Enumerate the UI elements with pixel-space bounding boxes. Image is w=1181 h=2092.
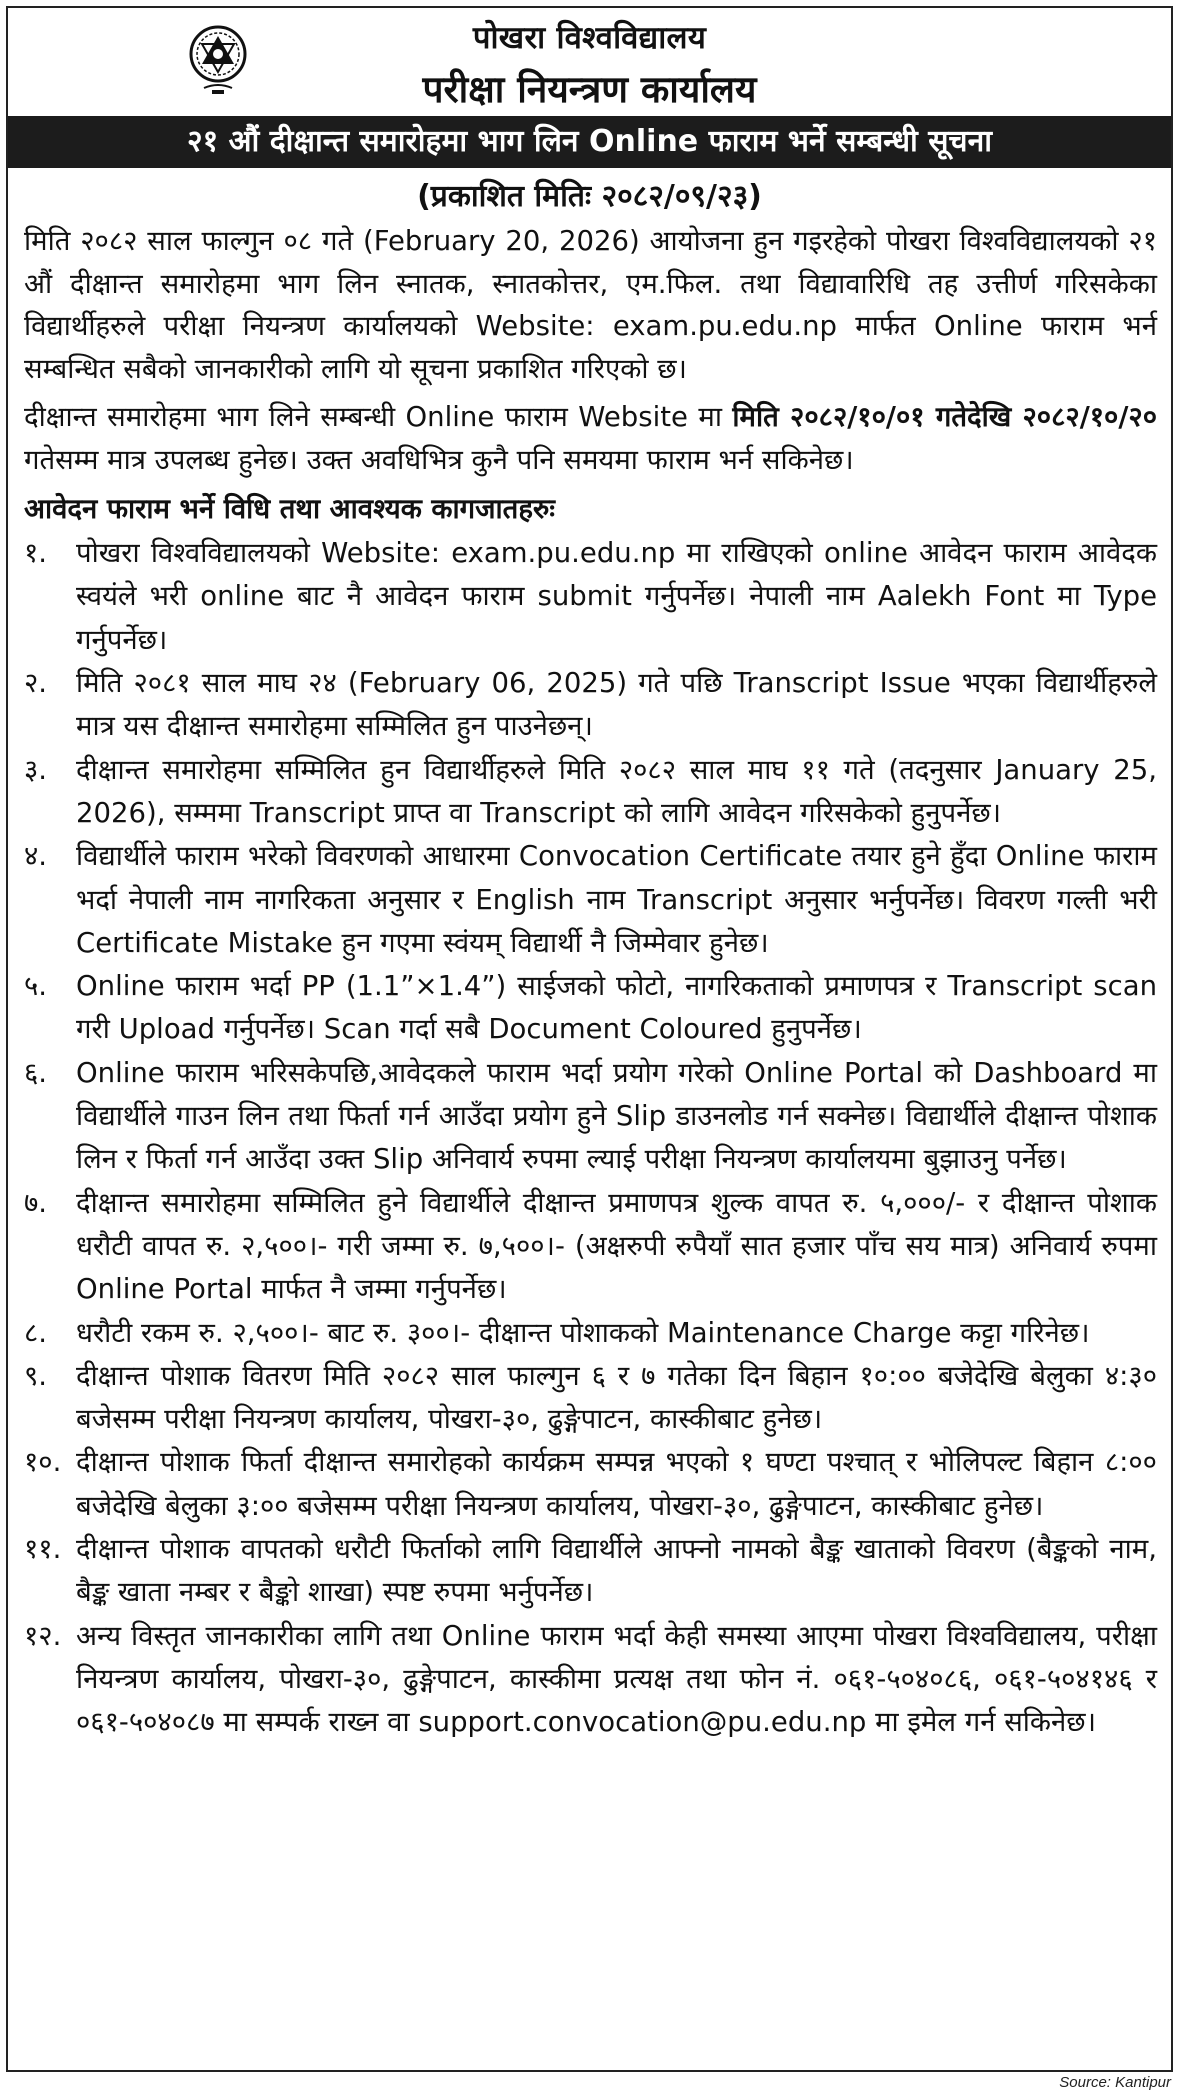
item-text: Online फाराम भरिसकेपछि,आवेदकले फाराम भर्दा प्रयोग गरेको Online Portal को Dashboard मा विद्यार्थीले गाउन लिन तथा फिर्ता गर्न आउँदा प्रयोग हुने Slip डाउनलोड गर्न सक्नेछ। विद्यार्थीले दीक्षान्त पोशाक लिन र फिर्ता गर्न आउँदा उक्त Slip अनिवार्य रुपमा ल्याई परीक्षा नियन्त्रण कार्यालयमा बुझाउनु पर्नेछ। — [76, 1056, 1157, 1176]
list-item — [24, 1052, 1157, 1182]
item-number: ३. — [24, 753, 48, 786]
list-item — [24, 749, 1157, 836]
form-availability-dates: मिति २०८२/१०/०१ गतेदेखि २०८२/१०/२० — [732, 401, 1157, 434]
intro-paragraph-2 — [24, 396, 1157, 481]
intro-paragraph-2-start: दीक्षान्त समारोहमा भाग लिने सम्बन्धी Online फाराम Website मा — [24, 401, 733, 434]
list-item — [24, 835, 1157, 965]
list-item — [24, 532, 1157, 662]
notice-body — [24, 220, 1157, 1744]
list-item — [24, 1528, 1157, 1615]
office-name: परीक्षा नियन्त्रण कार्यालय — [422, 68, 757, 111]
item-number: ११. — [24, 1532, 62, 1565]
item-number: ८. — [24, 1316, 48, 1349]
university-name: पोखरा विश्वविद्यालय — [472, 20, 707, 56]
published-date: (प्रकाशित मितिः २०८२/०९/२३) — [417, 179, 762, 214]
list-item — [24, 1355, 1157, 1442]
item-number: ६. — [24, 1056, 48, 1089]
item-text: Online फाराम भर्दा PP (1.1”×1.4”) साईजको फोटो, नागरिकताको प्रमाणपत्र र Transcript scan गरी Upload गर्नुपर्नेछ। Scan गर्दा सबै Document Coloured हुनुपर्नेछ। — [76, 970, 1157, 1046]
item-text: दीक्षान्त समारोहमा सम्मिलित हुन विद्यार्थीहरुले मिति २०८२ साल माघ ११ गते (तदनुसार January 25, 2026), सम्ममा Transcript प्राप्त वा Transcript को लागि आवेदन गरिसकेको हुनुपर्नेछ। — [76, 753, 1157, 829]
item-text: दीक्षान्त पोशाक वापतको धरौटी फिर्ताको लागि विद्यार्थीले आफ्नो नामको बैङ्क खाताको विवरण (बैङ्कको नाम, बैङ्क खाता नम्बर र बैङ्को शाखा) स्पष्ट रुपमा भर्नुपर्नेछ। — [76, 1532, 1157, 1609]
item-text: पोखरा विश्वविद्यालयको Website: exam.pu.edu.np मा राखिएको online आवेदन फाराम आवेदक स्वयंले भरी online बाट नै आवेदन फाराम submit गर्नुपर्नेछ। नेपाली नाम Aalekh Font मा Type गर्नुपर्नेछ। — [76, 537, 1157, 656]
list-item — [24, 1182, 1157, 1312]
item-number: १०. — [24, 1446, 62, 1479]
list-item — [24, 662, 1157, 749]
item-number: २. — [24, 667, 48, 700]
item-text: दीक्षान्त पोशाक फिर्ता दीक्षान्त समारोहको कार्यक्रम सम्पन्न भएको १ घण्टा पश्चात् र भोलिपल्ट बिहान ८:०० बजेदेखि बेलुका ३:०० बजेसम्म परीक्षा नियन्त्रण कार्यालय, पोखरा-३०, ढुङ्गेपाटन, कास्कीबाट हुनेछ। — [76, 1446, 1157, 1522]
item-number: ९. — [24, 1359, 48, 1392]
item-text: अन्य विस्तृत जानकारीका लागि तथा Online फाराम भर्दा केही समस्या आएमा पोखरा विश्वविद्यालय, परीक्षा नियन्त्रण कार्यालय, पोखरा-३०, ढुङ्गेपाटन, कास्कीमा प्रत्यक्ष तथा फोन नं. ०६१-५०४०८६, ०६१-५०४१४६ र ०६१-५०४०८७ मा सम्पर्क राख्न वा support.convocation@pu.edu.np मा इमेल गर्न सकिनेछ। — [76, 1619, 1157, 1739]
list-item — [24, 965, 1157, 1052]
source-credit: Source: Kantipur — [1059, 2074, 1171, 2091]
item-text: दीक्षान्त समारोहमा सम्मिलित हुने विद्यार्थीले दीक्षान्त प्रमाणपत्र शुल्क वापत रु. ५,०००/- र दीक्षान्त पोशाक धरौटी वापत रु. २,५००।- गरी जम्मा रु. ७,५००।- (अक्षरुपी रुपैयाँ सात हजार पाँच सय मात्र) अनिवार्य रुपमा Online Portal मार्फत नै जम्मा गर्नुपर्नेछ। — [76, 1186, 1157, 1306]
section-heading: आवेदन फाराम भर्ने विधि तथा आवश्यक कागजातहरुः — [24, 492, 555, 525]
list-item — [24, 1615, 1157, 1745]
list-item — [24, 1312, 1157, 1355]
notice-document — [6, 6, 1173, 2072]
item-text: धरौटी रकम रु. २,५००।- बाट रु. ३००।- दीक्षान्त पोशाकको Maintenance Charge कट्टा गरिनेछ। — [76, 1316, 1090, 1349]
item-number: ४. — [24, 840, 48, 873]
item-text: विद्यार्थीले फाराम भरेको विवरणको आधारमा Convocation Certificate तयार हुने हुँदा Online फाराम भर्दा नेपाली नाम नागरिकता अनुसार र English नाम Transcript अनुसार भर्नुपर्नेछ। विवरण गल्ती भरी Certificate Mistake हुन गएमा स्वंयम् विद्यार्थी नै जिम्मेवार हुनेछ। — [76, 840, 1157, 959]
item-text: मिति २०८१ साल माघ २४ (February 06, 2025) गते पछि Transcript Issue भएका विद्यार्थीहरुले मात्र यस दीक्षान्त समारोहमा सम्मिलित हुन पाउनेछन्। — [76, 667, 1157, 743]
notice-header — [8, 8, 1171, 114]
item-number: ७. — [24, 1186, 48, 1219]
notice-title: २१ औं दीक्षान्त समारोहमा भाग लिन Online फाराम भर्ने सम्बन्धी सूचना — [8, 116, 1171, 168]
intro-paragraph-2-end: गतेसम्म मात्र उपलब्ध हुनेछ। उक्त अवधिभित्र कुनै पनि समयमा फाराम भर्न सकिनेछ। — [24, 443, 854, 476]
item-number: १. — [24, 537, 48, 570]
item-text: दीक्षान्त पोशाक वितरण मिति २०८२ साल फाल्गुन ६ र ७ गतेका दिन बिहान १०:०० बजेदेखि बेलुका ४:३० बजेसम्म परीक्षा नियन्त्रण कार्यालय, पोखरा-३०, ढुङ्गेपाटन, कास्कीबाट हुनेछ। — [76, 1359, 1157, 1436]
item-number: १२. — [24, 1619, 62, 1652]
list-item — [24, 1441, 1157, 1528]
instructions-list — [24, 532, 1157, 1744]
intro-paragraph-1: मिति २०८२ साल फाल्गुन ०८ गते (February 20, 2026) आयोजना हुन गइरहेको पोखरा विश्वविद्यालयको २१ औं दीक्षान्त समारोहमा भाग लिन स्नातक, स्नातकोत्तर, एम.फिल. तथा विद्यावारिधि तह उत्तीर्ण गरिसकेका विद्यार्थीहरुले परीक्षा नियन्त्रण कार्यालयको Website: exam.pu.edu.np मार्फत Online फाराम भर्न सम्बन्धित सबैको जानकारीको लागि यो सूचना प्रकाशित गरिएको छ। — [24, 225, 1157, 385]
item-number: ५. — [24, 970, 48, 1003]
